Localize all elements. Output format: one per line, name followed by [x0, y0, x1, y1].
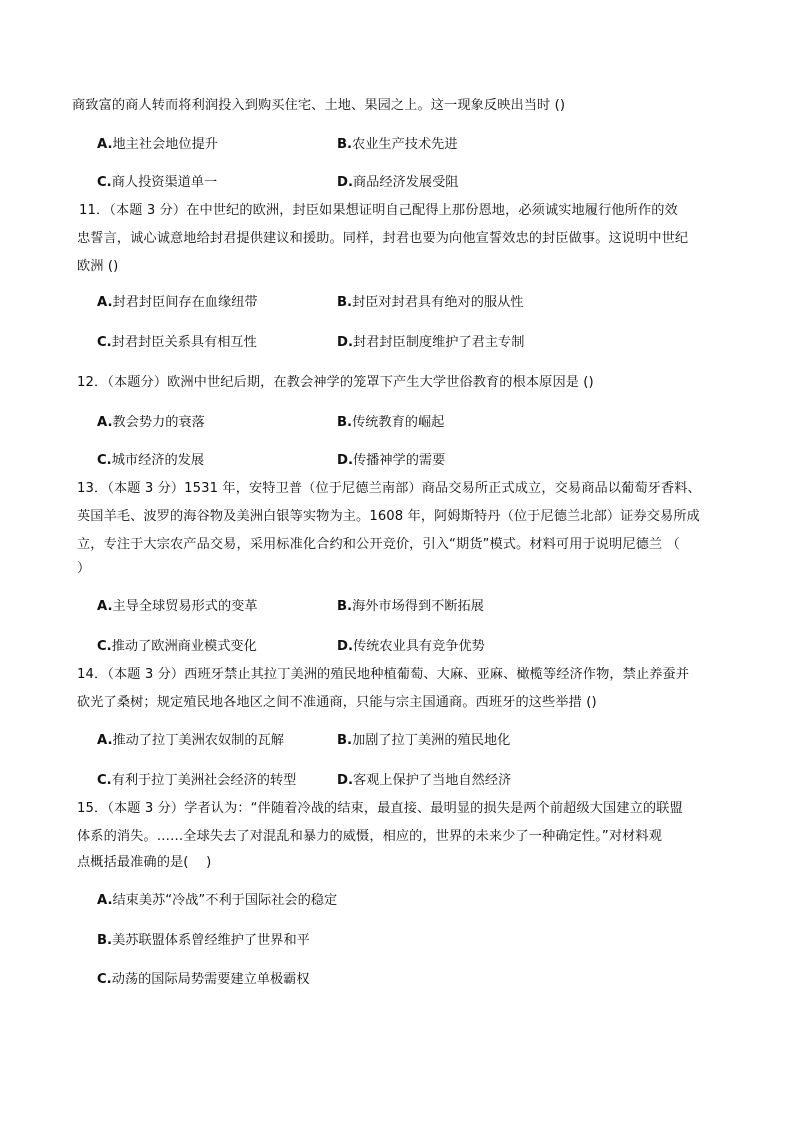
q10-option-b[interactable]	[337, 135, 458, 155]
option-text: 传统教育的崛起	[352, 415, 445, 430]
q12-stem-line-1: 12．（本题分）欧洲中世纪后期，在教会神学的笼罩下产生大学世俗教育的根本原因是 ()	[77, 375, 594, 390]
option-letter: A.	[97, 733, 113, 748]
option-text: 封臣对封君具有绝对的服从性	[352, 295, 524, 310]
q11-option-d[interactable]	[337, 333, 524, 353]
q13-option-a[interactable]	[97, 597, 258, 617]
option-text: 封君封臣间存在血缘纽带	[112, 295, 258, 310]
q14-stem-line-2: 砍光了桑树；规定殖民地各地区之间不准通商，只能与宗主国通商。西班牙的这些举措 ()	[77, 695, 597, 710]
q11-stem-line-1: 11．（本题 3 分）在中世纪的欧洲，封臣如果想证明自己配得上那份恩地，必须诚实地履行他所作的效	[79, 203, 678, 218]
q15-option-b[interactable]	[97, 931, 310, 951]
option-letter: D.	[337, 773, 353, 788]
q15-stem-line-1: 15．（本题 3 分）学者认为：“伴随着冷战的结束，最直接、最明显的损失是两个前超级大国建立的联盟	[77, 801, 683, 816]
q11-option-c[interactable]	[97, 333, 257, 353]
option-text: 传播神学的需要	[352, 453, 446, 468]
q13-option-d[interactable]	[337, 637, 485, 657]
option-letter: C.	[97, 453, 112, 468]
q15-stem-line-3: 点概括最准确的是( )	[77, 855, 212, 870]
q15-stem-line-2: 体系的消失。……全球失去了对混乱和暴力的威慑，相应的，世界的未来少了一种确定性。”对材料观	[77, 829, 662, 844]
q11-stem-line-2: 忠誓言，诚心诚意地给封君提供建议和援助。同样，封君也要为向他宣誓效忠的封臣做事。这说明中世纪	[77, 231, 689, 246]
option-text: 城市经济的发展	[111, 453, 205, 468]
option-text: 地主社会地位提升	[112, 137, 218, 152]
option-text: 海外市场得到不断拓展	[352, 599, 484, 614]
option-text: 封君封臣关系具有相互性	[111, 335, 257, 350]
q15-option-a[interactable]	[97, 891, 337, 911]
option-letter: B.	[337, 599, 353, 614]
q14-option-c[interactable]	[97, 771, 296, 791]
q15-option-c[interactable]	[97, 970, 310, 990]
option-letter: D.	[337, 335, 353, 350]
option-letter: C.	[97, 773, 112, 788]
option-text: 商品经济发展受阻	[352, 175, 459, 190]
q13-stem-line-1: 13．（本题 3 分）1531 年，安特卫普（位于尼德兰南部）商品交易所正式成立，交易商品以葡萄牙香料、	[77, 481, 701, 496]
q11-stem-line-3: 欧洲 ()	[77, 259, 119, 274]
q10-option-c[interactable]	[97, 173, 217, 193]
option-text: 结束美苏“冷战”不利于国际社会的稳定	[112, 893, 338, 908]
q12-option-b[interactable]	[337, 413, 444, 433]
q13-stem-line-2: 英国羊毛、波罗的海谷物及美洲白银等实物为主。1608 年，阿姆斯特丹（位于尼德兰北部）证券交易所成	[77, 509, 700, 524]
option-letter: A.	[97, 295, 113, 310]
option-text: 推动了拉丁美洲农奴制的瓦解	[112, 733, 284, 748]
q13-option-b[interactable]	[337, 597, 484, 617]
q13-option-c[interactable]	[97, 637, 257, 657]
option-letter: B.	[97, 933, 113, 948]
option-letter: A.	[97, 415, 113, 430]
option-letter: B.	[337, 733, 353, 748]
q14-option-d[interactable]	[337, 771, 511, 791]
option-text: 教会势力的衰落	[112, 415, 205, 430]
option-text: 传统农业具有竞争优势	[352, 639, 485, 654]
option-letter: B.	[337, 415, 353, 430]
option-text: 动荡的国际局势需要建立单极霸权	[111, 972, 310, 987]
option-text: 主导全球贸易形式的变革	[112, 599, 258, 614]
q14-option-b[interactable]	[337, 731, 510, 751]
q14-option-a[interactable]	[97, 731, 284, 751]
option-letter: B.	[337, 295, 353, 310]
q11-option-b[interactable]	[337, 293, 524, 313]
option-letter: C.	[97, 639, 112, 654]
q10-stem-continued: 商致富的商人转而将利润投入到购买住宅、土地、果园之上。这一现象反映出当时 ()	[72, 98, 566, 113]
q14-stem-line-1: 14．（本题 3 分）西班牙禁止其拉丁美洲的殖民地种植葡萄、大麻、亚麻、橄榄等经济作物，禁止养蚕并	[77, 667, 690, 682]
option-letter: A.	[97, 599, 113, 614]
option-text: 加剧了拉丁美洲的殖民地化	[352, 733, 511, 748]
option-letter: A.	[97, 137, 113, 152]
q12-option-a[interactable]	[97, 413, 205, 433]
option-text: 有利于拉丁美洲社会经济的转型	[111, 773, 297, 788]
option-letter: A.	[97, 893, 113, 908]
option-letter: D.	[337, 453, 353, 468]
option-text: 美苏联盟体系曾经维护了世界和平	[112, 933, 310, 948]
option-text: 商人投资渠道单一	[111, 175, 218, 190]
q13-stem-line-4: ）	[77, 561, 91, 576]
option-letter: C.	[97, 335, 112, 350]
option-text: 封君封臣制度维护了君主专制	[352, 335, 525, 350]
q12-option-d[interactable]	[337, 451, 445, 471]
q12-option-c[interactable]	[97, 451, 204, 471]
option-letter: D.	[337, 175, 353, 190]
option-text: 客观上保护了当地自然经济	[352, 773, 512, 788]
q13-stem-line-3: 立，专注于大宗农产品交易，采用标准化合约和公开竞价，引入“期货”模式。材料可用于说明尼德兰 （	[77, 537, 680, 552]
option-letter: D.	[337, 639, 353, 654]
option-text: 推动了欧洲商业模式变化	[111, 639, 257, 654]
option-text: 农业生产技术先进	[352, 137, 458, 152]
q10-option-a[interactable]	[97, 135, 218, 155]
option-letter: C.	[97, 175, 112, 190]
q11-option-a[interactable]	[97, 293, 258, 313]
option-letter: B.	[337, 137, 353, 152]
q10-option-d[interactable]	[337, 173, 458, 193]
option-letter: C.	[97, 972, 112, 987]
